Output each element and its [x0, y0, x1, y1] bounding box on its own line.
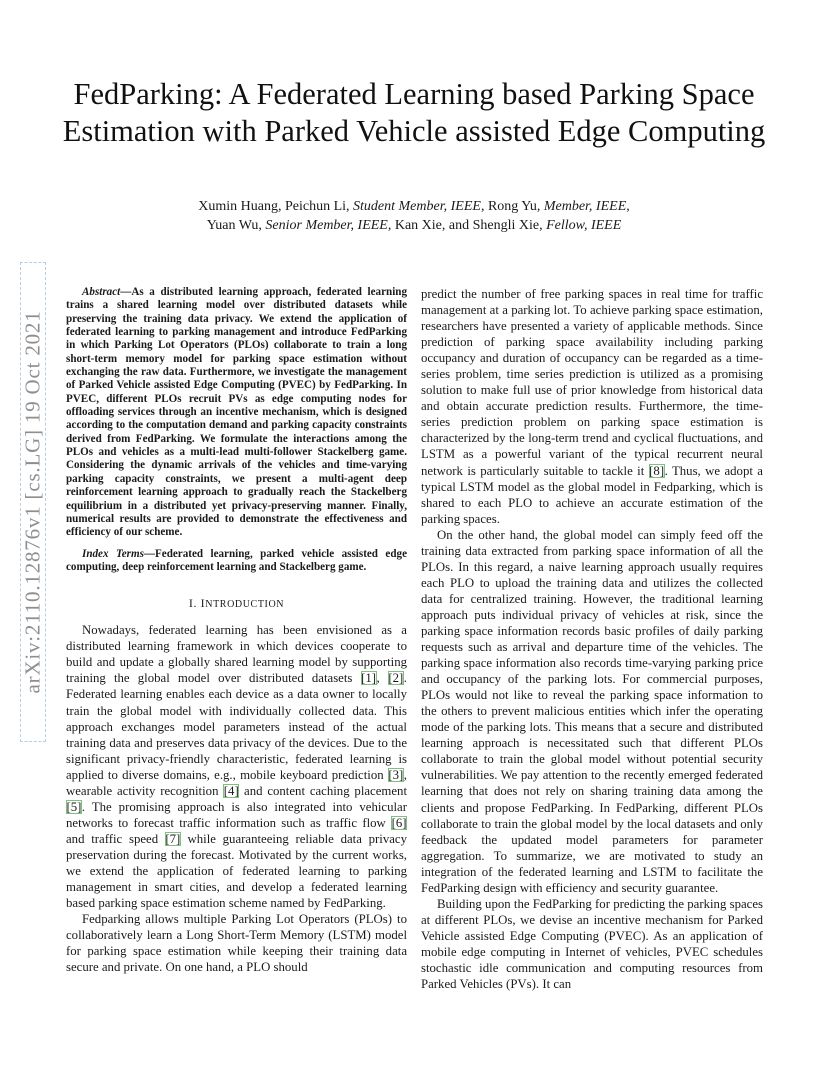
author-line-2 — [90, 216, 738, 235]
abstract-text: —As a distributed learning approach, federated learning trains a shared learning model over distributed datasets while preserving the training data privacy. We extend the application of federated learning to parking management and introduce FedParking in which Parking Lot Operators (PLOs) collaborate to train a long short-term memory model for parking space estimation without exchanging the raw data. Furthermore, we investigate the management of Parked Vehicle assisted Edge Computing (PVEC) by FedParking. In PVEC, different PLOs recruit PVs as edge computing nodes for offloading services through an incentive mechanism, which is designed according to the computation demand and parking capacity constraints derived from FedParking. We formulate the interactions among the PLOs and vehicles as a multi-lead multi-follower Stackelberg game. Considering the dynamic arrivals of the vehicles and time-varying parking capacity constraints, we present a multi-agent deep reinforcement learning approach to gradually reach the Stackelberg equilibrium in a distributed yet privacy-preserving manner. Finally, numerical results are provided to demonstrate the effectiveness and efficiency of our scheme. — [66, 286, 407, 539]
paper-title: FedParking: A Federated Learning based Parking Space Estimation with Parked Vehicle assisted Edge Computing — [62, 77, 766, 148]
citation-link[interactable]: [1] — [361, 671, 376, 686]
citation-link[interactable]: [7] — [165, 831, 181, 846]
abstract — [66, 286, 407, 540]
author-line-1-name-1: , Rong Yu, — [480, 199, 544, 214]
citation-link[interactable]: [3] — [388, 767, 404, 782]
left-column — [66, 286, 407, 975]
left-body-text — [66, 622, 407, 975]
index-terms — [66, 548, 407, 575]
citation-link[interactable]: [2] — [388, 671, 404, 686]
citation-link[interactable]: [5] — [66, 799, 82, 814]
right-paragraph-2: Building upon the FedParking for predicting the parking spaces at different PLOs, we devise an incentive mechanism for Parked Vehicle assisted Edge Computing (PVEC). As an application of mobile edge computing in Internet of vehicles, PVEC schedules stochastic idle communication and computing resources from Parked Vehicles (PVs). It can — [421, 896, 763, 992]
author-line-2-name-0: Yuan Wu, — [206, 218, 266, 233]
author-line-1-name-2: , — [626, 199, 630, 214]
author-list — [90, 197, 738, 235]
right-paragraph-1: On the other hand, the global model can simply feed off the training data extracted from parking space information of all the PLOs. In this regard, a naive learning approach usually requires each PLO to upload the training data and utilizes the collected data for centralized training. However, the traditional learning approach puts individual privacy of vehicles at risk, since the parking space information records basic profiles of daily parking requests such as arrival and departure time of the vehicles. The parking space information also records time-varying parking price and occupancy of the parking lots. For commercial purposes, PLOs would not like to reveal the parking space information to the others to prevent malicious entities which infer the operating mode of the parking lots. This means that a secure and distributed learning approach is necessitated such that different PLOs collaborate to train the global model without potential security vulnerabilities. We pay attention to the recently emerged federated learning that does not rely on sharing training data among the clients and propose FedParking. In FedParking, different PLOs collaborate to train the global model by the local datasets and only feedback the updated model parameters for parameter aggregation. To summarize, we are motivated to study an integration of the federated learning and LSTM to facilitate the FedParking design with efficiency and security guarantee. — [421, 527, 763, 895]
right-column — [421, 286, 763, 992]
author-line-2-name-1: , Kan Xie, and Shengli Xie, — [387, 218, 547, 233]
left-paragraph-0: Nowadays, federated learning has been envisioned as a distributed learning framework in which devices cooperate to build and update a globally shared learning model by supporting training the global model over distributed datasets [1], [2]. Federated learning enables each device as a data owner to locally train the global model with individually collected data. This approach exchanges model parameters instead of the actual training data and preserves data privacy of the devices. Due to the significant privacy-friendly characteristic, federated learning is applied to diverse domains, e.g., mobile keyboard prediction [3], wearable activity recognition [4] and content caching placement [5]. The promising approach is also integrated into vehicular networks to forecast traffic information such as traffic flow [6] and traffic speed [7] while guaranteeing reliable data privacy preservation during the forecast. Motivated by the current works, we extend the application of federated learning to parking management in smart cities, and develop a federated learning based parking space estimation scheme named by FedParking. — [66, 623, 408, 911]
author-line-1-role-1: Member, IEEE — [543, 199, 627, 214]
index-terms-lead: Index Terms — [82, 547, 144, 560]
arxiv-stamp[interactable]: arXiv:2110.12876v1 [cs.LG] 19 Oct 2021 — [20, 310, 45, 694]
author-line-1-name-0: Xumin Huang, Peichun Li, — [198, 199, 354, 214]
abstract-lead: Abstract — [82, 286, 121, 298]
citation-link[interactable]: [4] — [223, 783, 239, 798]
left-paragraph-1: Fedparking allows multiple Parking Lot Operators (PLOs) to collaboratively learn a Long Short-Term Memory (LSTM) model for parking space estimation while keeping their training data secure and private. On one hand, a PLO should — [66, 912, 407, 975]
right-paragraph-0: predict the number of free parking spaces in real time for traffic management at a parking lot. To achieve parking space estimation, researchers have presented a variety of applicable methods. Since prediction of parking space availability including parking occupancy and duration of occupancy can be regarded as a time-series problem, time series prediction is utilized as a promising solution to make full use of prior knowledge from historical data and obtain accurate prediction results. Furthermore, the time-series prediction problem on parking space estimation is characterized by the long-term trend and cyclical fluctuations, and LSTM as a powerful variant of the typical recurrent neural network is particularly suitable to tackle it [8]. Thus, we adopt a typical LSTM model as the global model in Fedparking, which is shared to each PLO to achieve an accurate estimation of the parking spaces. — [421, 287, 763, 526]
author-line-2-role-1: Fellow, IEEE — [546, 218, 622, 233]
citation-link[interactable]: [8] — [649, 463, 665, 478]
author-line-2-role-0: Senior Member, IEEE — [265, 218, 388, 233]
index-terms-text: —Federated learning, parked vehicle assisted edge computing, deep reinforcement learning and Stackelberg game. — [66, 547, 407, 573]
author-line-1-role-0: Student Member, IEEE — [353, 199, 481, 214]
section-heading-introduction: I. INTRODUCTION — [188, 596, 285, 611]
right-body-text — [421, 286, 763, 992]
citation-link[interactable]: [6] — [391, 815, 407, 830]
author-line-1 — [90, 197, 738, 216]
